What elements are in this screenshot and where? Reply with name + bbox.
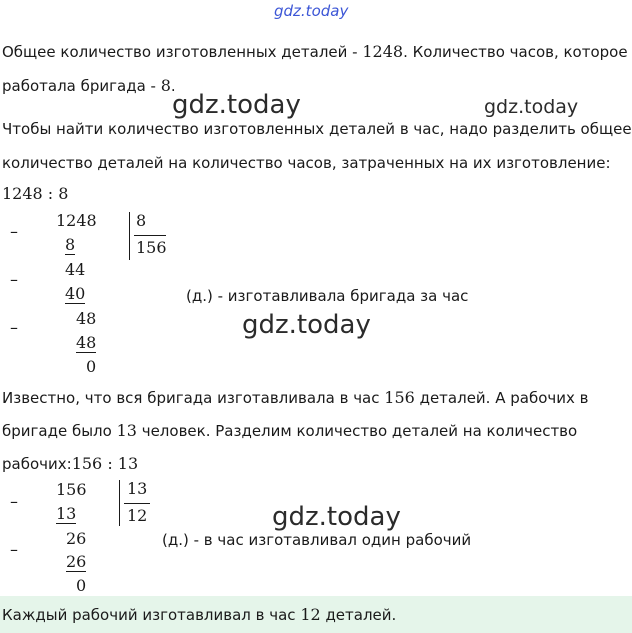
watermark-3: gdz.today bbox=[242, 310, 371, 340]
p3-expr: 156 : 13 bbox=[71, 454, 139, 473]
p1-num-b: 8 bbox=[160, 76, 171, 95]
div1-divisor: 8 bbox=[136, 211, 147, 230]
watermark-4: gdz.today bbox=[272, 502, 401, 532]
div1-step3-sub: 48 bbox=[76, 333, 97, 352]
paragraph-1-line-1 bbox=[2, 42, 628, 61]
p1-num-a: 1248 bbox=[362, 42, 404, 61]
watermark-top: gdz.today bbox=[274, 2, 349, 20]
minus-sign-1: – bbox=[10, 222, 18, 241]
div2-vertical-bar bbox=[119, 480, 120, 526]
p3-text-c: бригаде было bbox=[2, 422, 117, 440]
minus-sign-3: – bbox=[10, 318, 18, 337]
p1-text-c: работала бригада - bbox=[2, 77, 161, 95]
paragraph-3-line-2 bbox=[2, 421, 577, 440]
p1-text-a: Общее количество изготовленных деталей - bbox=[2, 43, 363, 61]
minus-sign-5: – bbox=[10, 540, 18, 559]
p3-text-b: деталей. А рабочих в bbox=[414, 389, 589, 407]
div1-step2-rem: 44 bbox=[65, 260, 86, 279]
result-line bbox=[2, 605, 396, 624]
div2-step2-sub: 26 bbox=[66, 552, 87, 571]
minus-sign-4: – bbox=[10, 492, 18, 511]
result-num: 12 bbox=[300, 605, 321, 624]
minus-sign-2: – bbox=[10, 270, 18, 289]
div2-step1-sub: 13 bbox=[56, 504, 77, 523]
p1-text-b: . Количество часов, которое bbox=[403, 43, 628, 61]
div1-note: (д.) - изготавливала бригада за час bbox=[186, 287, 469, 305]
div2-note: (д.) - в час изготавливал один рабочий bbox=[162, 531, 472, 549]
div1-final-rem: 0 bbox=[86, 357, 97, 376]
div1-vertical-bar bbox=[129, 212, 130, 260]
div1-step1-sub: 8 bbox=[65, 235, 76, 254]
p3-num-b: 13 bbox=[116, 421, 137, 440]
p3-text-e: рабочих: bbox=[2, 455, 72, 473]
p3-text-d: человек. Разделим количество деталей на количество bbox=[136, 422, 578, 440]
div1-quotient: 156 bbox=[136, 238, 167, 257]
paragraph-1-line-2 bbox=[2, 76, 176, 95]
p3-num-a: 156 bbox=[384, 388, 415, 407]
div2-divisor: 13 bbox=[127, 479, 148, 498]
div2-horizontal-bar bbox=[124, 503, 150, 504]
watermark-1: gdz.today bbox=[172, 90, 301, 120]
result-text-b: деталей. bbox=[320, 606, 397, 624]
p1-text-d: . bbox=[170, 77, 176, 95]
div2-final-rem: 0 bbox=[76, 576, 87, 595]
expression-1: 1248 : 8 bbox=[2, 184, 69, 203]
div1-step3-rem: 48 bbox=[76, 309, 97, 328]
paragraph-3-line-3 bbox=[2, 454, 138, 473]
div2-quotient: 12 bbox=[127, 506, 148, 525]
paragraph-2-line-1: Чтобы найти количество изготовленных деталей в час, надо разделить общее bbox=[2, 120, 632, 138]
paragraph-2-line-2: количество деталей на количество часов, затраченных на их изготовление: bbox=[2, 154, 611, 172]
div2-dividend: 156 bbox=[56, 480, 87, 499]
result-text-a: Каждый рабочий изготавливал в час bbox=[2, 606, 301, 624]
paragraph-3-line-1 bbox=[2, 388, 588, 407]
div2-step2-rem: 26 bbox=[66, 529, 87, 548]
p3-text-a: Известно, что вся бригада изготавливала в час bbox=[2, 389, 385, 407]
div1-dividend: 1248 bbox=[56, 211, 97, 230]
watermark-2: gdz.today bbox=[484, 96, 579, 118]
div1-step2-sub: 40 bbox=[65, 284, 86, 303]
div1-horizontal-bar bbox=[134, 235, 166, 236]
